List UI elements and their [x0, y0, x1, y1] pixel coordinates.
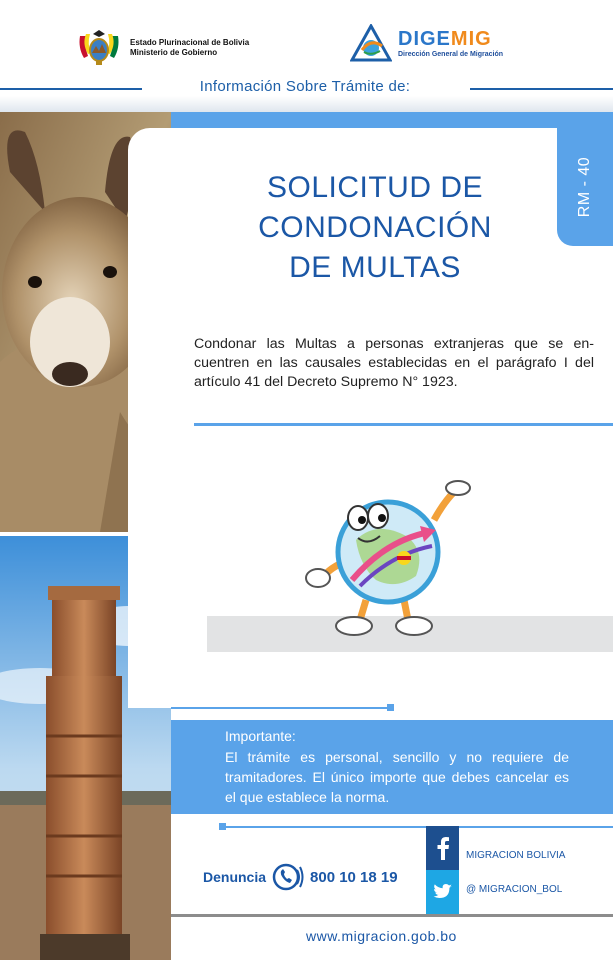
code-tab-text — [557, 128, 613, 246]
header-shade — [0, 96, 613, 112]
info-line-left — [0, 88, 142, 90]
government-text — [130, 38, 249, 58]
twitter-button[interactable] — [426, 870, 459, 914]
government-logo-group — [76, 28, 249, 68]
page-title — [210, 168, 540, 288]
footer-dot — [219, 823, 226, 830]
twitter-icon — [433, 883, 453, 901]
importante-text: El trámite es personal, sencillo y no requiere de tramitadores. El único importe que debes cancelar es el que establece la norma. — [225, 749, 569, 805]
phone-icon — [272, 862, 304, 892]
denuncia-phone: 800 10 18 19 — [310, 868, 398, 886]
description: Condonar las Multas a personas extranjeras que se en-cuentren en las causales establecidas en el parágrafo I del artículo 41 del Decreto Supremo N° 1923. — [194, 336, 594, 390]
denuncia-label: Denuncia — [203, 869, 267, 885]
importante-line — [171, 707, 389, 709]
code-label: RM - 40 — [576, 156, 593, 218]
title-line2: CONDONACIÓN — [258, 211, 492, 244]
bolivia-coat-of-arms-icon — [76, 28, 122, 68]
government-line2: Ministerio de Gobierno — [130, 48, 218, 57]
importante-dot — [387, 704, 394, 711]
facebook-icon — [434, 836, 452, 860]
digemig-logo-group — [350, 24, 503, 62]
title-line1: SOLICITUD DE — [266, 171, 484, 204]
digemig-logo-icon — [350, 24, 392, 62]
mascot-globe-icon — [296, 480, 476, 638]
facebook-label[interactable]: MIGRACION BOLIVIA — [466, 850, 566, 861]
info-line-right — [470, 88, 613, 90]
denuncia-group[interactable] — [203, 862, 398, 892]
importante-title: Importante: — [225, 728, 296, 744]
digemig-subtitle: Dirección General de Migración — [398, 50, 504, 58]
title-line3: DE MULTAS — [289, 251, 461, 284]
footer-line — [222, 826, 613, 828]
header — [0, 0, 613, 112]
digemig-name — [398, 29, 503, 49]
divider — [194, 423, 613, 426]
info-title: Información Sobre Trámite de: — [199, 78, 411, 95]
digemig-name-part1: DIGE — [398, 27, 451, 50]
digemig-name-part2: MIG — [450, 27, 492, 50]
twitter-label[interactable]: @ MIGRACION_BOL — [466, 884, 563, 895]
website-link[interactable]: www.migracion.gob.bo — [306, 928, 457, 944]
social-column — [426, 826, 459, 914]
website-line — [171, 914, 613, 917]
facebook-button[interactable] — [426, 826, 459, 870]
digemig-brand — [398, 29, 503, 58]
government-line1: Estado Plurinacional de Bolivia — [130, 38, 250, 47]
